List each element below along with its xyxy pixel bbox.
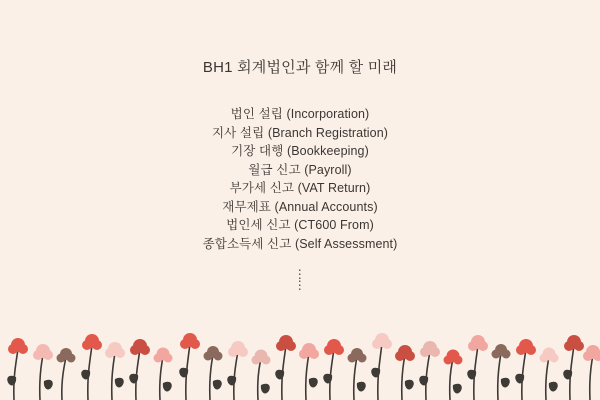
flower-field-decoration [0, 305, 600, 400]
vertical-ellipsis-icon: ⋮ [293, 278, 307, 292]
list-item: 법인 설립 (Incorporation) [230, 107, 370, 121]
list-item: 기장 대행 (Bookkeeping) [231, 144, 369, 158]
list-item: 종합소득세 신고 (Self Assessment) [202, 236, 398, 251]
vertical-ellipsis [0, 269, 600, 291]
list-item: 법인세 신고 (CT600 From) [226, 218, 374, 232]
list-item: 월급 신고 (Payroll) [248, 162, 352, 177]
ground-line [0, 394, 600, 400]
list-item: 부가세 신고 (VAT Return) [229, 181, 371, 195]
vertical-ellipsis-icon: ⋮ [293, 267, 307, 281]
list-item: 재무제표 (Annual Accounts) [222, 199, 378, 214]
list-item: 지사 설립 (Branch Registration) [211, 125, 389, 140]
service-list [0, 105, 600, 253]
page-title: BH1 회계법인과 함께 할 미래 [202, 59, 398, 76]
